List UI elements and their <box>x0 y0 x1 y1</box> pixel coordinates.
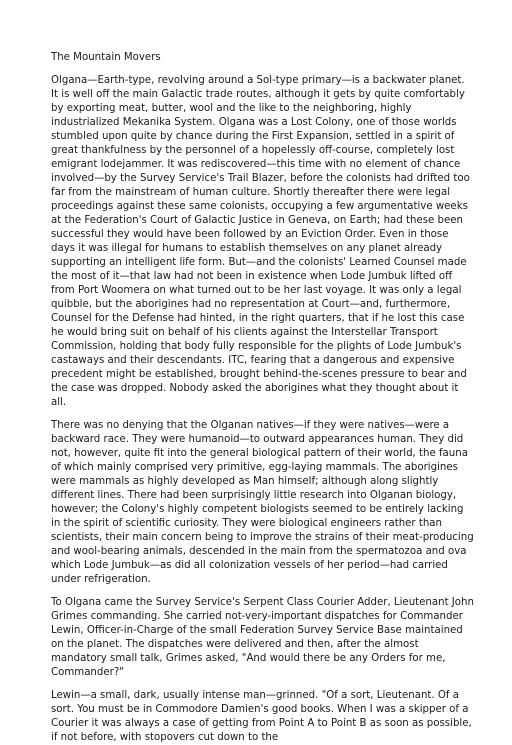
paragraph-4: Lewin—a small, dark, usually intense man—grinned. "Of a sort, Lieutenant. Of a sort. You must be in Commodore Damien's good books. When I was a skipper of a Courier it was always a case of getting from Point A to Point B as soon as possible, if not before, with stopovers cut down to the <box>51 690 472 743</box>
paragraph-1: Olgana—Earth-type, revolving around a Sol-type primary—is a backwater planet. It is well off the main Galactic trade routes, although it gets by quite comfortably by exporting meat, butter, wool and the like to the neighboring, highly industrialized Mekanika System. Olgana was a Lost Colony, one of those worlds stumbled upon quite by chance during the First Expansion, settled in a spirit of great thankfulness by the personnel of a hopelessly off-course, completely lost emigrant lodejammer. It was rediscovered—this time with no element of chance involved—by the Survey Service's Trail Blazer, before the colonists had drifted too far from the mainstream of human culture. Shortly thereafter there were legal proceedings against these same colonists, occupying a few argumentative weeks at the Federation's Court of Galactic Justice in Geneva, on Earth; had these been successful they would have been followed by an Eviction Order. Even in those days it was illegal for humans to establish themselves on any planet already supporting an intelligent life form. But—and the colonists' Learned Counsel made the most of it—that law had not been in existence when Lode Jumbuk lifted off from Port Woomera on what turned out to be her last voyage. It was only a legal quibble, but the aborigines had no representation at Court—and, furthermore, Counsel for the Defense had hinted, in the right quarters, that if he lost this case he would bring suit on behalf of his clients against the Interstellar Transport Commission, holding that body fully responsible for the plights of Lode Jumbuk's castaways and their descendants. ITC, fearing that a dangerous and expensive precedent might be established, brought behind-the-scenes pressure to bear and the case was dropped. Nobody asked the aborigines what they thought about it all. <box>51 75 470 408</box>
paragraph-3: To Olgana came the Survey Service's Serpent Class Courier Adder, Lieutenant John Grimes commanding. She carried not-very-important dispatches for Commander Lewin, Officer-in-Charge of the small Federation Survey Service Base maintained on the planet. The dispatches were delivered and then, after the almost mandatory small talk, Grimes asked, "And would there be any Orders for me, Commander?" <box>51 597 474 678</box>
paragraph-2: There was no denying that the Olganan natives—if they were natives—were a backward race. They were humanoid—to outward appearances human. They did not, however, quite fit into the general biological pattern of their world, the fauna of which mainly comprised very primitive, egg-laying mammals. The aborigines were mammals as highly developed as Man himself; although along slightly different lines. There had been surprisingly little research into Olganan biology, however; the Colony's highly competent biologists seemed to be entirely lacking in the spirit of scientific curiosity. They were biological engineers rather than scientists, their main concern being to improve the strains of their meat-producing and wool-bearing animals, descended in the main from the spermatozoa and ova which Lode Jumbuk—as did all colonization vessels of her period—had carried under refrigeration. <box>51 420 474 585</box>
document-title: The Mountain Movers <box>51 52 161 63</box>
